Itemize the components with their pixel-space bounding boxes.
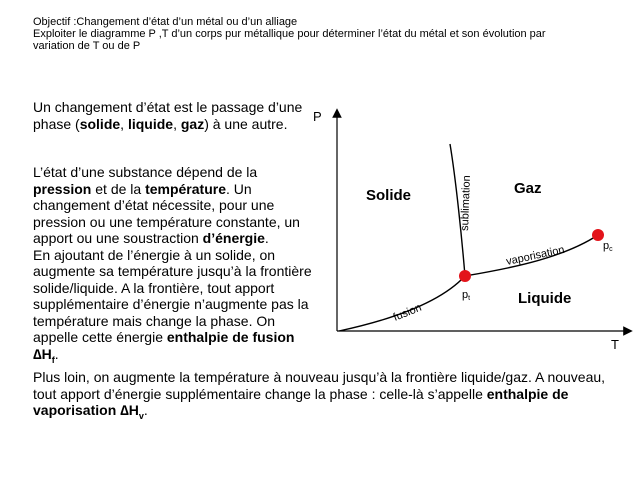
main-text-6: . — [54, 345, 59, 362]
triple-point-letter: p — [462, 289, 469, 301]
intro-text-2: ) à une autre. — [204, 115, 288, 132]
triple-point-sub: t — [468, 295, 471, 302]
fusion-curve — [339, 276, 465, 331]
intro-sep-2: , — [173, 115, 181, 132]
word-temperature: température — [145, 180, 226, 197]
word-energie: d’énergie — [202, 230, 265, 246]
enthalpy-fusion-label: enthalpie de fusion ∆H — [33, 329, 295, 362]
sublimation-label: sublimation — [459, 175, 473, 232]
region-solide: Solide — [366, 187, 412, 204]
main-text-1: L’état d’une substance dépend de la — [33, 164, 258, 180]
word-solide: solide — [79, 115, 121, 132]
intro-sep-1: , — [120, 115, 128, 132]
main-text-2: et de la — [91, 180, 146, 197]
enthalpy-vaporisation-label: enthalpie de vaporisation ∆H — [33, 385, 569, 418]
axis-t-label: T — [611, 337, 619, 352]
vaporisation-label: vaporisation — [505, 243, 566, 268]
objective-line-3: variation de T ou de P — [33, 40, 141, 52]
enthalpy-fusion-sub: f — [51, 354, 55, 365]
triple-point-label — [462, 289, 470, 302]
enthalpy-vaporisation-sub: v — [138, 410, 144, 421]
axis-p-label: P — [313, 109, 322, 124]
critical-point-sub: c — [609, 246, 613, 253]
word-gaz: gaz — [180, 115, 205, 132]
fusion-label: fusion — [391, 301, 424, 324]
critical-point-letter: p — [603, 240, 610, 252]
word-liquide: liquide — [127, 115, 174, 132]
objective-title: Objectif :Changement d’état d’un métal ou d’un alliage — [33, 16, 298, 28]
intro-text-1: Un changement d’état est le passage d’une phase ( — [33, 99, 303, 132]
final-text-1: Plus loin, on augmente la température à nouveau jusqu’à la frontière liquide/gaz. A nouveau, tout apport d’énergie supplémentaire change la phase : celle-là s’appelle — [33, 369, 606, 402]
objective-line-2: Exploiter le diagramme P ,T d’un corps pur métallique pour déterminer l’état du métal et son évolution par — [33, 28, 546, 40]
critical-point-label — [603, 240, 613, 253]
triple-point — [459, 270, 471, 282]
word-pression: pression — [33, 180, 92, 197]
main-text-4: . — [264, 230, 269, 246]
main-text-3: . Un changement d’état nécessite, pour une pression ou une température constante, un apport ou une soustraction — [33, 180, 300, 246]
region-liquide: Liquide — [518, 290, 572, 307]
region-gaz: Gaz — [514, 180, 542, 197]
main-text-5: En ajoutant de l’énergie à un solide, on augmente sa température jusqu’à la frontière solide/liquide. A la frontière, tout apport supplémentaire d’énergie n’augmente pas la température mais change la phase. On appelle cette énergie — [33, 246, 312, 345]
final-text-2: . — [143, 402, 148, 418]
